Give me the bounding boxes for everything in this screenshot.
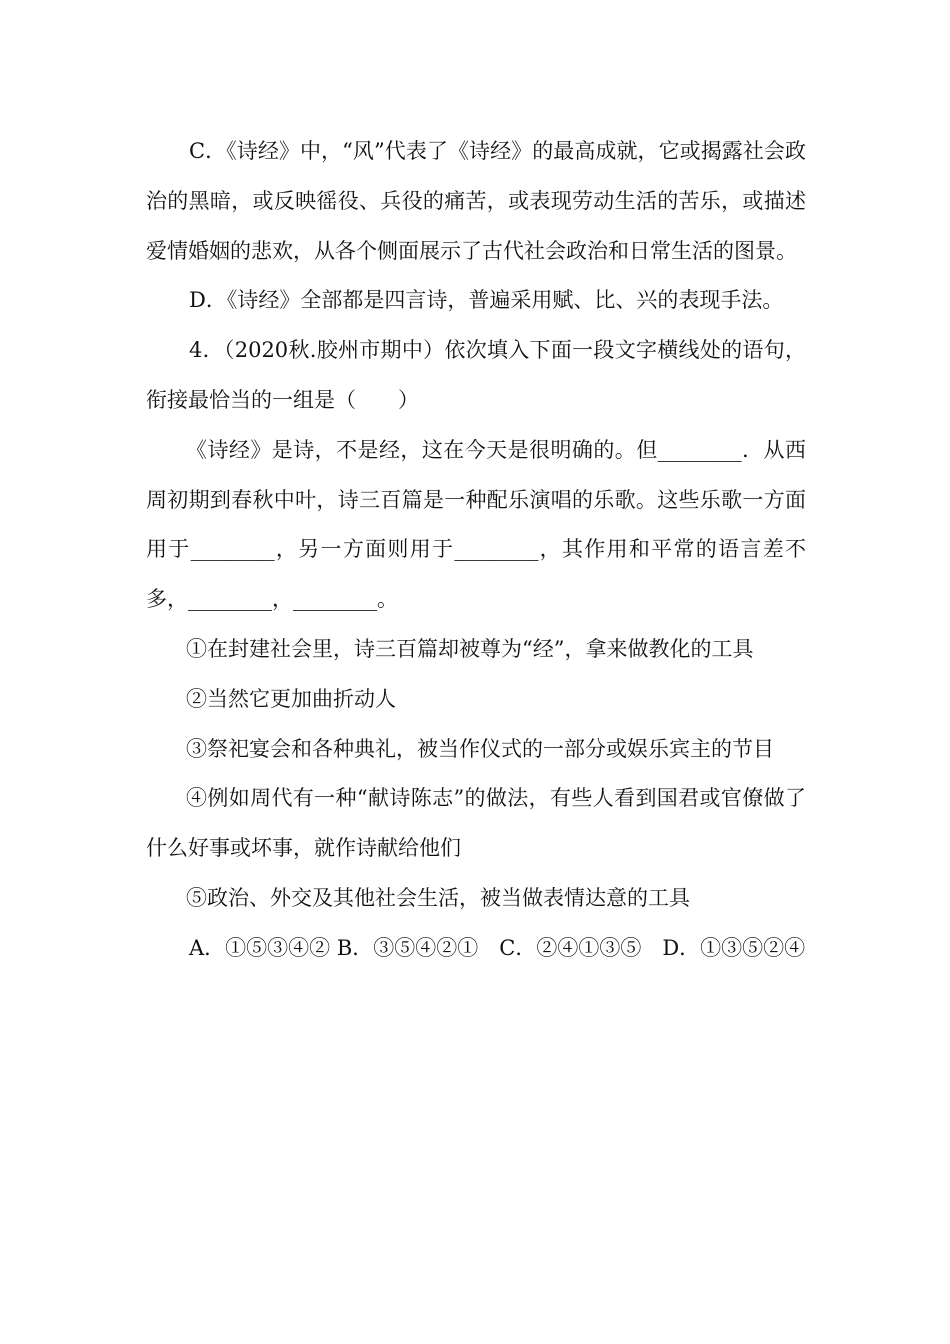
option-d-paragraph: D．《诗经》全部都是四言诗，普遍采用赋、比、兴的表现手法。	[189, 288, 784, 313]
choice-item-4: ④例如周代有一种“献诗陈志”的做法，有些人看到国君或官僚做了什么好事或坏事，就作诗献给他们	[146, 786, 806, 861]
question-4-stem: 4．（2020秋.胶州市期中）依次填入下面一段文字横线处的语句，衔接最恰当的一组是（ ）	[146, 338, 806, 412]
choice-item-5: ⑤政治、外交及其他社会生活，被当做表情达意的工具	[186, 885, 690, 910]
answer-options: A．①⑤③④② B．③⑤④②① C．②④①③⑤ D．①③⑤②④	[189, 935, 806, 960]
choice-item-2: ②当然它更加曲折动人	[186, 686, 396, 711]
option-c-paragraph: C．《诗经》中，“风”代表了《诗经》的最高成就，它或揭露社会政治的黑暗，或反映徭役、兵役的痛苦，或表现劳动生活的苦乐，或描述爱情婚姻的悲欢，从各个侧面展示了古代社会政治和日常生活的图景。	[146, 139, 806, 263]
choice-item-3: ③祭祀宴会和各种典礼，被当作仪式的一部分或娱乐宾主的节目	[186, 736, 774, 761]
document-body	[146, 127, 806, 974]
passage-paragraph: 《诗经》是诗，不是经，这在今天是很明确的。但________．从西周初期到春秋中叶，诗三百篇是一种配乐演唱的乐歌。这些乐歌一方面用于________，另一方面则用于________，其作用和平常的语言差不多，________，________。	[146, 437, 806, 612]
choice-item-1: ①在封建社会里，诗三百篇却被尊为“经”，拿来做教化的工具	[186, 636, 754, 661]
